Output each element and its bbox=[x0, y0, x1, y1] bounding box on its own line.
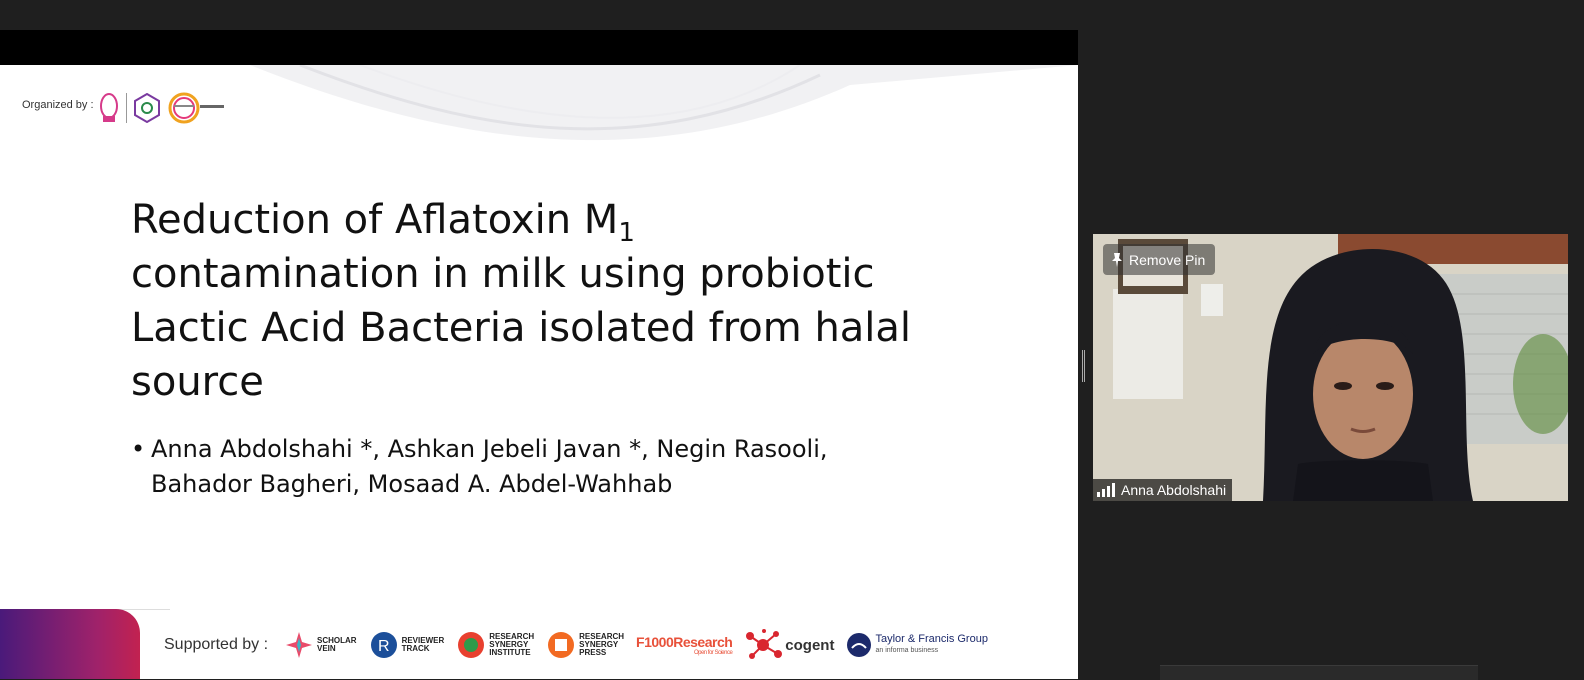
bottom-panel-edge bbox=[1160, 665, 1478, 680]
sponsor-scholar-vein bbox=[284, 630, 357, 660]
divider-icon bbox=[126, 93, 128, 123]
sponsor-taylor-francis bbox=[846, 632, 987, 658]
sponsor-f1000 bbox=[636, 634, 732, 656]
organized-by-label: Organized by : bbox=[22, 99, 94, 111]
rsi-icon bbox=[456, 630, 486, 660]
sponsor-rsp bbox=[546, 630, 624, 660]
meeting-top-bar bbox=[0, 30, 1078, 65]
sponsor-rsi bbox=[456, 630, 534, 660]
tf-subtext: an informa business bbox=[875, 647, 939, 654]
rsp-icon bbox=[546, 630, 576, 660]
title-subscript: 1 bbox=[618, 218, 635, 248]
slide-title bbox=[131, 193, 991, 409]
reviewer-track-text-2: TRACK bbox=[401, 644, 430, 653]
rsi-text-2: SYNERGY bbox=[489, 640, 529, 649]
authors-list bbox=[131, 432, 911, 502]
rsp-text: RESEARCH bbox=[579, 632, 625, 641]
split-resize-handle[interactable] bbox=[1082, 350, 1086, 382]
participant-name: Anna Abdolshahi bbox=[1121, 482, 1227, 498]
authors-line-2: Bahador Bagheri, Mosaad A. Abdel-Wahhab bbox=[151, 470, 673, 498]
participant-name-tag bbox=[1093, 479, 1232, 501]
rsp-text-2: SYNERGY bbox=[579, 640, 619, 649]
rsi-text-3: INSTITUTE bbox=[489, 648, 531, 657]
participant-video-tile[interactable] bbox=[1093, 234, 1568, 501]
scholar-vein-text-2: VEIN bbox=[317, 644, 336, 653]
taylor-francis-icon bbox=[846, 632, 872, 658]
sponsor-cogent bbox=[744, 628, 834, 662]
cogent-text: cogent bbox=[785, 636, 835, 654]
scholar-vein-text: SCHOLAR bbox=[317, 636, 357, 645]
slide-header-swoosh bbox=[0, 65, 1078, 205]
organizer-logos bbox=[98, 91, 230, 125]
cogent-icon bbox=[744, 628, 782, 662]
reviewer-track-text: REVIEWER bbox=[401, 636, 445, 645]
bullet-icon: • bbox=[131, 435, 146, 463]
title-main: Reduction of Aflatoxin M bbox=[131, 197, 619, 243]
supported-by-label: Supported by : bbox=[164, 636, 269, 653]
authors-line-1: Anna Abdolshahi *, Ashkan Jebeli Javan *, Negin Rasooli, bbox=[151, 435, 828, 463]
sponsor-reviewer-track bbox=[369, 630, 445, 660]
organizer-crest-icon bbox=[98, 92, 120, 124]
svg-text:R: R bbox=[377, 638, 390, 655]
title-rest: contamination in milk using probiotic Lactic Acid Bacteria isolated from halal source bbox=[131, 251, 912, 405]
pin-icon bbox=[1111, 252, 1123, 268]
footer-accent-shape bbox=[0, 609, 140, 679]
reviewer-track-icon bbox=[369, 630, 399, 660]
research-synergy-logo-icon bbox=[166, 92, 230, 124]
sponsor-logos bbox=[284, 625, 988, 665]
scholar-vein-icon bbox=[284, 630, 314, 660]
remove-pin-label: Remove Pin bbox=[1129, 251, 1206, 268]
f1000-subtext: Open for Science bbox=[693, 650, 733, 656]
organizer-emblem-icon bbox=[134, 93, 160, 123]
signal-strength-icon bbox=[1097, 483, 1115, 497]
remove-pin-button[interactable] bbox=[1103, 244, 1215, 275]
shared-slide bbox=[0, 65, 1078, 679]
f1000-text: F1000Research bbox=[636, 634, 733, 650]
rsp-text-3: PRESS bbox=[579, 648, 607, 657]
rsi-text: RESEARCH bbox=[489, 632, 535, 641]
tf-text: Taylor & Francis Group bbox=[875, 633, 988, 645]
